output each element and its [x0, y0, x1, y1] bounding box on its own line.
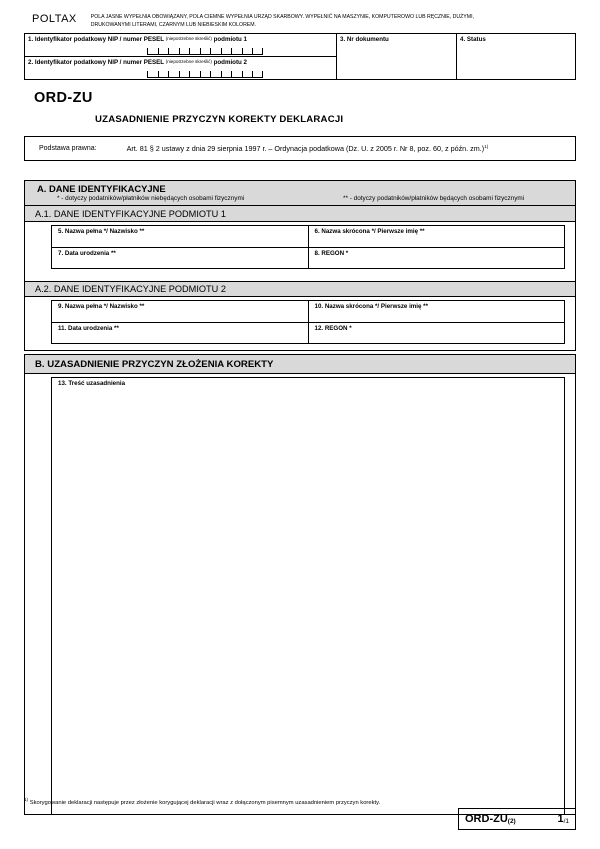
footnote [24, 797, 576, 806]
field-full-name-entity2[interactable]: 9. Nazwa pełna */ Nazwisko ** [58, 303, 145, 310]
field1-label: 1. Identyfikator podatkowy NIP / numer PESEL [28, 36, 164, 43]
field-regon-entity1[interactable]: 8. REGON * [308, 248, 565, 268]
footer-page-total: /1 [563, 818, 569, 825]
field-short-name-entity1[interactable]: 6. Nazwa skrócona */ Pierwsze imię ** [308, 226, 565, 247]
filling-instructions: POLA JASNE WYPEŁNIA OBOWIĄZANY, POLA CIEMNE WYPEŁNIA URZĄD SKARBOWY. WYPEŁNIĆ NA MASZYNIE, KOMPUTEROWO LUB RĘCZNIE, DUŻYMI, DRUKOWANYMI LITERAMI, CZARNYM LUB NIEBIESKIM KOLOREM. [90, 14, 474, 28]
field2-label: 2. Identyfikator podatkowy NIP / numer PESEL [28, 59, 164, 66]
section-a1-fields-wrap [25, 222, 575, 275]
footer-form-code: ORD-ZU(2) [465, 813, 516, 825]
legal-basis-box [24, 136, 576, 161]
section-a1-title: A.1. DANE IDENTYFIKACYJNE PODMIOTU 1 [25, 206, 575, 222]
footnote-text: Skorygowanie deklaracji następuje przez złożenie korygującej deklaracji wraz z dołączonym pisemnym uzasadnieniem przyczyn korekty. [29, 800, 381, 806]
field-birth-date-entity1[interactable]: 7. Data urodzenia ** [58, 250, 116, 257]
field3-label: 3. Nr dokumentu [340, 36, 389, 43]
field-row [52, 301, 564, 322]
field-nip-pesel-entity1[interactable] [25, 34, 336, 56]
legal-basis-label: Podstawa prawna: [39, 145, 97, 152]
identifier-column [25, 34, 337, 79]
page-header [24, 12, 576, 30]
field2-suffix: podmiotu 2 [213, 59, 247, 66]
section-b-body [25, 374, 575, 814]
section-b-title: B. UZASADNIENIE PRZYCZYN ZŁOŻENIA KOREKTY [25, 355, 575, 374]
field-short-name-entity2[interactable]: 10. Nazwa skrócona */ Pierwsze imię ** [308, 301, 565, 322]
poltax-logo-text: POLTAX [32, 13, 77, 25]
section-a-note-single-asterisk: * - dotyczy podatników/płatników niebędących osobami fizycznymi [57, 195, 245, 202]
field-row [52, 247, 564, 268]
legal-footnote-marker: 1) [484, 144, 489, 149]
section-b [24, 354, 576, 815]
field-document-number[interactable] [337, 34, 457, 79]
field-row [52, 322, 564, 343]
field1-note: (niepotrzebne skreślić) [165, 36, 212, 41]
section-a-note-double-asterisk: ** - dotyczy podatników/płatników będących osobami fizycznymi [343, 195, 525, 202]
field-regon-entity2[interactable]: 12. REGON * [308, 323, 565, 343]
form-code: ORD-ZU [34, 90, 93, 106]
footer-form-version: (2) [507, 818, 516, 825]
field-justification-text[interactable] [51, 377, 565, 814]
page-title: UZASADNIENIE PRZYCZYN KOREKTY DEKLARACJI [95, 114, 344, 125]
legal-basis-text: Art. 81 § 2 ustawy z dnia 29 sierpnia 1997 r. – Ordynacja podatkowa (Dz. U. z 2005 r. Nr 8, poz. 60, z późn. zm.)$^{1)}$ [126, 144, 489, 153]
field-status[interactable] [457, 34, 575, 79]
field-full-name-entity1[interactable]: 5. Nazwa pełna */ Nazwisko ** [58, 228, 145, 235]
field-row [52, 226, 564, 247]
footer-box [458, 808, 576, 830]
field-birth-date-entity2[interactable]: 11. Data urodzenia ** [58, 325, 119, 332]
field1-suffix: podmiotu 1 [213, 36, 247, 43]
section-a [24, 180, 576, 351]
section-a-title: A. DANE IDENTYFIKACYJNE [37, 183, 166, 194]
section-a2-fields-wrap [25, 297, 575, 350]
field4-label: 4. Status [460, 36, 486, 43]
section-a1-fields [51, 225, 565, 269]
field2-note: (niepotrzebne skreślić) [165, 59, 212, 64]
nip-pesel-boxes-entity2[interactable] [147, 71, 263, 78]
field-justification-label: 13. Treść uzasadnienia [58, 380, 126, 387]
footer-page-number: 1/1 [557, 813, 569, 825]
section-a2-title: A.2. DANE IDENTYFIKACYJNE PODMIOTU 2 [25, 281, 575, 297]
identification-table [24, 33, 576, 80]
section-a2-fields [51, 300, 565, 344]
nip-pesel-boxes-entity1[interactable] [147, 48, 263, 55]
footnote-marker: 1) [24, 797, 29, 802]
section-a-header [25, 181, 575, 206]
field-nip-pesel-entity2[interactable] [25, 56, 336, 79]
